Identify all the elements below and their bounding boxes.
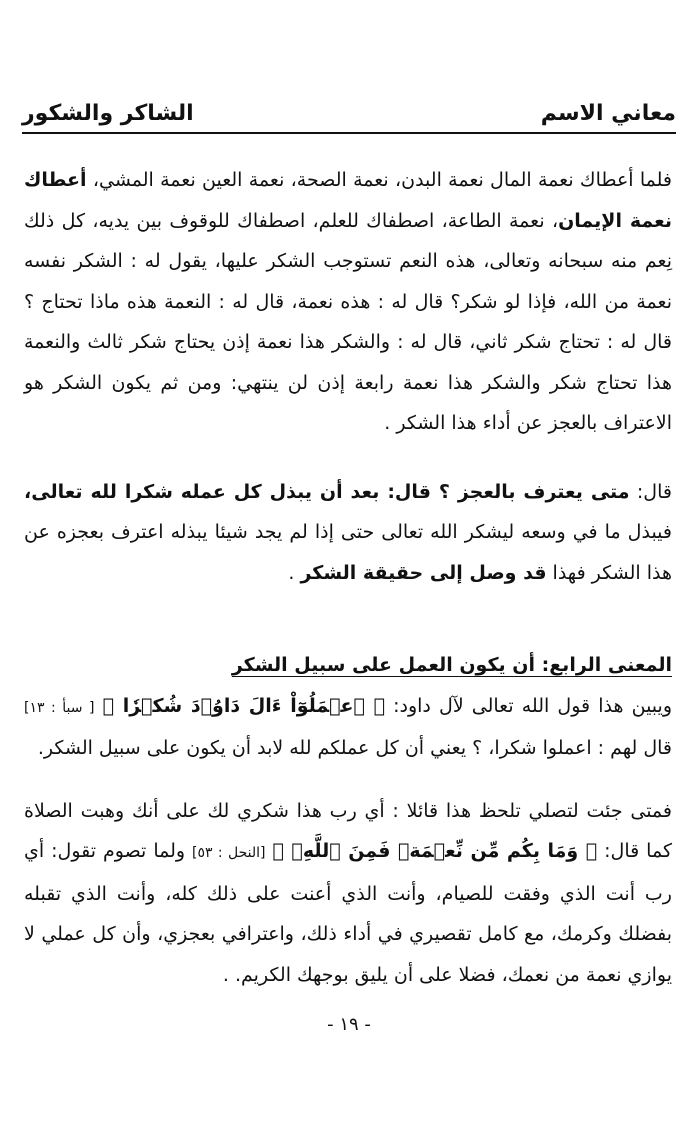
paragraph-admitting-incapacity xyxy=(24,472,672,594)
page-number: - ١٩ - xyxy=(327,1014,371,1035)
paragraph-text: ويبين هذا قول الله تعالى لآل داود: xyxy=(385,694,673,717)
quran-verse: ﴿ ٱعۡمَلُوٓاْ ءَالَ دَاوُۥدَ شُكۡرٗا ﴾ xyxy=(102,694,385,717)
paragraph-text: قال: xyxy=(629,480,672,503)
paragraph-text: ولما تصوم تقول: أي رب أنت الذي وفقت للصيام، وأنت الذي أعنت على ذلك كله، وأنت الذي تقبله بفضلك وكرمك، مع كامل تقصيري في أداء ذلك، واعترافي بعجزي، وأن كل عملي لا يوازي نعمة من نعمك، فضلا على أن يليق بوجهك الكريم. . xyxy=(24,840,672,986)
paragraph-family-of-dawud xyxy=(24,686,672,769)
paragraph-blessings xyxy=(24,160,672,444)
section-heading: المعنى الرابع: أن يكون العمل على سبيل الشكر xyxy=(231,654,672,676)
verse-reference: [ سبأ : ١٣] xyxy=(24,699,95,716)
running-header xyxy=(22,94,676,134)
bold-phrase: قد وصل إلى حقيقة الشكر xyxy=(300,561,547,584)
paragraph-prayer-and-fasting xyxy=(24,791,672,996)
paragraph-text: قال لهم : اعملوا شكرا، ؟ يعني أن كل عملكم لله لابد أن يكون على سبيل الشكر. xyxy=(37,737,672,759)
paragraph-text: فمتى جئت لتصلي تلحظ هذا قائلا : أي رب هذا شكري لك على أنك وهبت الصلاة كما قال: xyxy=(24,799,672,862)
paragraph-text: . xyxy=(288,561,301,584)
header-chapter-title: معاني الاسم xyxy=(540,101,676,126)
verse-reference: [النحل : ٥٣] xyxy=(192,845,266,861)
bold-phrase: أعطاك نعمة الإيمان xyxy=(24,169,672,232)
quran-verse: ﴿ وَمَا بِكُم مِّن نِّعۡمَةٖ فَمِنَ ٱللَّهِۖ ﴾ xyxy=(272,840,598,862)
header-section-title: الشاكر والشكور xyxy=(22,101,194,126)
paragraph-text: فلما أعطاك نعمة المال نعمة البدن، نعمة الصحة، نعمة العين نعمة المشي، xyxy=(86,169,672,191)
paragraph-text: فيبذل ما في وسعه ليشكر الله تعالى حتى إذا لم يجد شيئا يبذله اعترف بعجزه عن هذا الشكر فهذا xyxy=(24,521,672,584)
page-body xyxy=(24,160,672,995)
bold-phrase: متى يعترف بالعجز ؟ قال: بعد أن يبذل كل عمله شكرا لله تعالى، xyxy=(24,480,630,503)
paragraph-text: ، نعمة الطاعة، اصطفاك للعلم، اصطفاك للوقوف بين يديه، كل ذلك نِعم منه سبحانه وتعالى، هذه النعم تستوجب الشكر عليها، يقول له : الشكر نفسه نعمة من الله، فإذا لو شكر؟ قال له : هذه نعمة، قال له : النعمة هذه ماذا تحتاج ؟ قال له : تحتاج شكر ثاني، قال له : والشكر هذا نعمة إذن يحتاج شكر ثالث والنعمة هذا تحتاج شكر والشكر هذا نعمة رابعة إذن لن ينتهي: ومن ثم يكون الشكر هو الاعتراف بالعجز عن أداء هذا الشكر . xyxy=(24,209,672,434)
